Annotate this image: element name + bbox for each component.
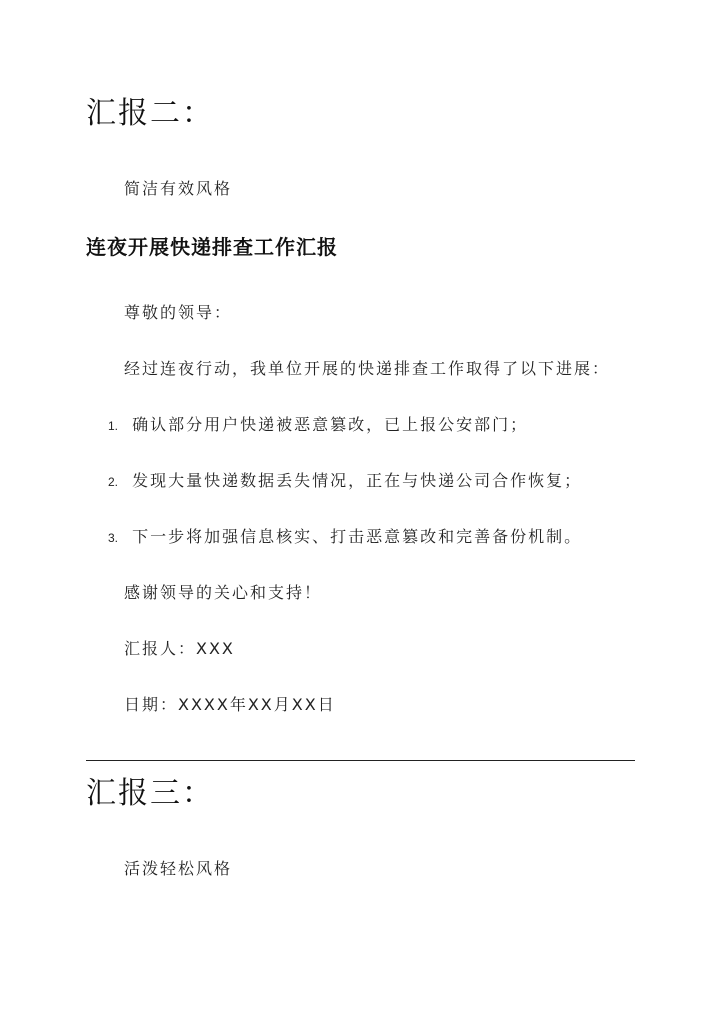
list-item-text: 确认部分用户快递被恶意篡改，已上报公安部门； bbox=[132, 415, 529, 434]
list-item-text: 下一步将加强信息核实、打击恶意篡改和完善备份机制。 bbox=[132, 527, 583, 546]
reporter-line: 汇报人：XXX bbox=[124, 639, 235, 658]
intro-paragraph: 经过连夜行动，我单位开展的快递排查工作取得了以下进展： bbox=[124, 359, 611, 378]
list-item bbox=[108, 468, 582, 491]
list-item-text: 发现大量快递数据丢失情况，正在与快递公司合作恢复； bbox=[132, 471, 583, 490]
date-line: 日期：XXXX年XX月XX日 bbox=[124, 695, 336, 714]
style-note-3: 活泼轻松风格 bbox=[124, 859, 233, 878]
list-item-number: 1. bbox=[108, 419, 119, 433]
section-divider bbox=[86, 760, 635, 761]
report-title: 连夜开展快递排查工作汇报 bbox=[86, 235, 338, 259]
list-item-number: 3. bbox=[108, 531, 119, 545]
list-item-number: 2. bbox=[108, 475, 119, 489]
list-item bbox=[108, 524, 582, 547]
section-heading-2: 汇报二： bbox=[86, 96, 214, 131]
style-note-2: 简洁有效风格 bbox=[124, 179, 233, 198]
list-item bbox=[108, 412, 528, 435]
salutation: 尊敬的领导： bbox=[124, 303, 233, 322]
thanks-line: 感谢领导的关心和支持！ bbox=[124, 583, 323, 602]
section-heading-3: 汇报三： bbox=[86, 776, 214, 811]
